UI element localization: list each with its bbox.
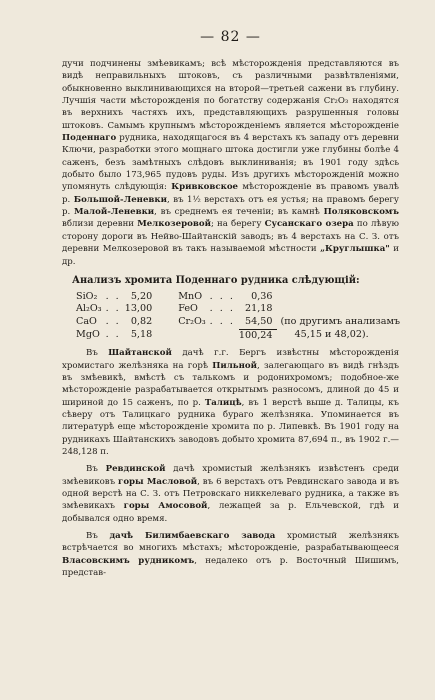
text-run: , въ 1 верстѣ выше д. Талицы, къ сѣверу отъ Талицкаго рудника бураго желѣзняка. Упоминается въ литературѣ еще мѣсторожденіе хромита по р. Липевкѣ. Въ 1901 году на рудникахъ Шайтанскихъ заводовъ добыто хромита 87,694 п., въ 1902 г.—248,128 п.: [62, 397, 399, 457]
place-name-podennyi: Поденнаго: [62, 133, 117, 144]
leader-dots: . . .: [209, 316, 235, 328]
place-name-vlasovsky: Власовскимъ рудникомъ: [62, 555, 195, 566]
paragraph-shaitansk: [62, 347, 399, 458]
oxide-value: 54,50: [239, 316, 277, 329]
text-run: ; на берегу: [210, 219, 265, 230]
oxide-name: Al₂O₃: [76, 303, 102, 315]
analysis-note: 45,15 и 48,02).: [294, 329, 369, 341]
leader-dots: . . .: [209, 303, 235, 315]
place-name-kruglyshka: „Круглышка": [320, 244, 390, 255]
analysis-note: [277, 291, 405, 304]
oxide-name: FeO: [178, 303, 198, 315]
text-run: , въ среднемъ ея теченіи; въ камнѣ: [154, 207, 324, 218]
text-run: дачѣ г.г. Бергъ извѣстны мѣсторожденія хромистаго желѣзняка на горѣ: [62, 348, 399, 371]
analysis-note: [277, 303, 405, 316]
oxide-name: Cr₂O₃: [178, 316, 206, 328]
leader-dots: . .: [105, 316, 121, 328]
chromite-analysis-table: [76, 291, 404, 342]
analysis-note: (по другимъ анализамъ: [280, 316, 401, 328]
oxide-name: MgO: [76, 329, 100, 341]
place-name-melkozerova: Мелкозеровой: [137, 219, 211, 230]
text-run: вблизи деревни: [62, 219, 138, 230]
table-row: [76, 329, 404, 342]
place-name-shaitanskaya: Шайтанской: [108, 348, 172, 359]
place-name-amosova: горы Амосовой: [123, 501, 208, 512]
place-name-revdinskaya: Ревдинской: [105, 464, 166, 475]
leader-dots: . .: [105, 329, 121, 341]
oxide-name: MnO: [178, 290, 203, 302]
text-run: Въ: [86, 531, 110, 542]
place-name-susanskoe-lake: Сусанскаго озера: [264, 219, 354, 230]
oxide-value: 5,18: [130, 329, 153, 341]
oxide-name: SiO₂: [76, 290, 98, 302]
oxide-name: CaO: [76, 316, 97, 328]
leader-dots: . .: [105, 303, 121, 315]
place-name-malaya-lenevka: Малой-Леневки: [73, 207, 155, 218]
oxide-value: 5,20: [130, 290, 153, 302]
table-row: [76, 291, 404, 304]
place-name-bolshaya-lenevka: Большой-Леневки: [73, 194, 167, 205]
text-run: дучи подчинены змѣевикамъ; всѣ мѣсторожденія представляются въ видѣ неправильныхъ штоковъ, съ различными развѣтвленіями, обыкновенно выклинивающихся на второй—третьей сажени въ глубину. Лучшія части мѣсторожденія по богатству содержанія Cr₂O₃ находятся въ верхнихъ частяхъ ихъ, представляющихъ разрушенныя головы штоковъ. Самымъ крупнымъ мѣсторожденіемъ является мѣсторожденіе: [62, 59, 399, 131]
place-name-maslova: горы Масловой: [118, 476, 198, 487]
oxide-name: [178, 329, 209, 342]
text-run: , недалеко отъ р. Восточный Шишимъ, представ-: [62, 555, 399, 579]
analysis-caption: Анализъ хромита Поденнаго рудника слѣдующій:: [72, 274, 360, 286]
place-name-talitsa: Талицѣ: [204, 397, 242, 408]
oxide-value: 0,36: [251, 290, 273, 302]
text-run: мѣсторожденіе въ правомъ увалѣ р.: [62, 182, 399, 205]
page-number: — 82 —: [200, 29, 261, 45]
text-run: , въ 6 верстахъ отъ Ревдинскаго завода и въ одной верстѣ на С. З. отъ Петровскаго никкелеваго рудника, а также въ змѣевикахъ: [62, 476, 399, 512]
leader-dots: . .: [105, 290, 121, 302]
text-run: , залегающаго въ видѣ гнѣздъ въ змѣевикѣ, вмѣстѣ съ талькомъ и родонихромомъ; подобное-же мѣсторожденіе разрабатывается открытымъ разносомъ, длиной до 45 и шириной до 15 саженъ, по р.: [62, 360, 399, 408]
text-run: по лѣвую сторону дороги въ Нейво-Шайтанскій заводъ; въ 4 верстахъ на С. З. отъ деревни Мелкозеровой въ такъ называемой мѣстности: [62, 219, 399, 255]
place-name-bilimbaevsk: дачѣ Билимбаевскаго завода: [109, 531, 276, 542]
text-run: , въ 1½ верстахъ отъ ея устья; на правомъ берегу р.: [62, 194, 399, 218]
text-run: дачѣ хромистый желѣзнякъ извѣстенъ среди змѣевиковъ: [62, 464, 399, 487]
text-run: , лежащей за р. Ельчевской, гдѣ и добывался одно время.: [62, 501, 399, 524]
table-row: [76, 303, 404, 316]
oxide-value: 13,00: [124, 303, 153, 315]
place-name-krivkovskoe: Кривковское: [171, 182, 239, 193]
page-body: [62, 58, 399, 579]
oxide-value: 0,82: [130, 316, 153, 328]
paragraph-bilimbaevsk: [62, 530, 399, 579]
place-name-pilnaya: Пильной: [212, 360, 258, 371]
text-run: рудника, находящагося въ 4 верстахъ къ западу отъ деревни Ключи, разработки этого мощнаго штока достигли уже глубины болѣе 4 саженъ, безъ замѣтныхъ слѣдовъ выклиниванія; въ 1901 году здѣсь добыто было 173,965 пудовъ руды. Изъ другихъ мѣсторожденій можно упомянуть слѣдующія:: [62, 133, 399, 193]
table-row: [76, 316, 404, 329]
text-run: Въ: [86, 464, 106, 475]
place-name-polyakovsky: Поляковскомъ: [323, 207, 399, 218]
leader-dots: [210, 329, 239, 342]
text-run: хромистый желѣзнякъ встрѣчается во многихъ мѣстахъ; мѣсторожденіе, разрабатывающееся: [62, 531, 399, 554]
text-run: Въ: [86, 348, 109, 359]
analysis-total: 100,24: [238, 329, 273, 341]
paragraph-chromite-deposits: [62, 58, 399, 268]
oxide-value: 21,18: [245, 303, 273, 315]
paragraph-revda: [62, 463, 399, 525]
leader-dots: . . .: [209, 290, 235, 302]
text-run: и др.: [62, 244, 400, 267]
